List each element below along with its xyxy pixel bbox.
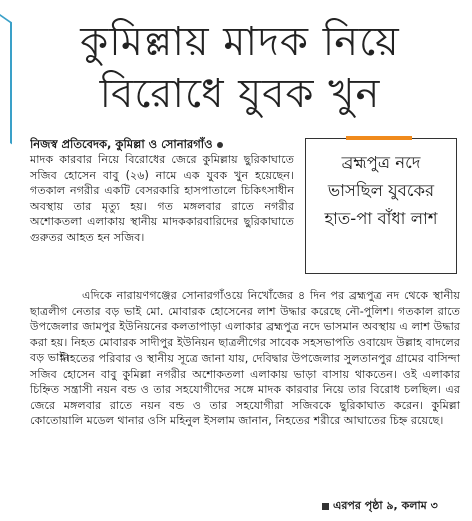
paragraph-2: এদিকে নারায়ণগঞ্জের সোনারগাঁওয়ে নিখোঁজের ৪ দিন পর ব্রহ্মপুত্র নদ থেকে স্থানীয় ছাত্রলীগ নেতার বড় ভাই মো. মোবারক হোসেনের লাশ উদ্ধার করেছে নৌ-পুলিশ। গতকাল রাতে উপজেলার জামপুর ইউনিয়নের কলতাপাড়া এলাকার ব্রহ্মপুত্র নদে ভাসমান অবস্থায় এ লাশ উদ্ধার করা হয়। নিহত মোবারক সাদীপুর ইউনিয়ন ছাত্রলীগের সাবেক সহসভাপতি ওবায়েদ উল্লাহ বাদলের বড় ভাই। <box>30 289 460 365</box>
continued-on-page-text: এরপর পৃষ্ঠা ৯, কলাম ৩ <box>333 499 438 512</box>
byline-text: নিজস্ব প্রতিবেদক, কুমিল্লা ও সোনারগাঁও <box>30 137 213 151</box>
pull-quote-text: ব্রহ্মপুত্র নদে ভাসছিল যুবকের হাত-পা বাঁধা লাশ <box>324 153 438 228</box>
top-clipped-text-strip <box>0 0 472 8</box>
bullet-dot-icon <box>217 142 223 148</box>
headline <box>30 16 450 120</box>
decorative-corner-rule <box>0 14 12 144</box>
paragraph-1: মাদক কারবার নিয়ে বিরোধের জেরে কুমিল্লায় ছুরিকাঘাতে সজিব হোসেন বাবু (২৬) নামে এক যুবক খুন হয়েছেন। গতকাল নগরীর একটি বেসরকারি হাসপাতালে চিকিৎসাধীন অবস্থায় তার মৃত্যু হয়। গত মঙ্গলবার রাতে নগরীর অশোকতলা এলাকায় স্থানীয় মাদককারবারিদের ছুরিকাঘাতে গুরুতর আহত হন সজিব। <box>30 153 294 244</box>
continued-on-page <box>322 497 462 516</box>
square-bullet-icon <box>322 503 329 510</box>
pull-quote-box <box>305 138 457 274</box>
paragraph-3: নিহতের পরিবার ও স্থানীয় সূত্রে জানা যায়, দেবিদ্বার উপজেলার সুলতানপুর গ্রামের বাসিন্দা সজিব হোসেন বাবু কুমিল্লা নগরীর অশোকতলা এলাকায় ভাড়া বাসায় থাকতেন। ওই এলাকার চিহ্নিত সন্ত্রাসী নয়ন বন্ড ও তার সহযোগীদের সঙ্গে মাদক কারবার নিয়ে তার বিরোধ চলছিল। এর জেরে মঙ্গলবার রাতে নয়ন বন্ড ও তার সহযোগীরা সজিবকে ছুরিকাঘাত করেন। কুমিল্লা কোতোয়ালি মডেল থানার ওসি মহিনুল ইসলাম জানান, নিহতের শরীরে আঘাতের চিহ্ন রয়েছে। <box>30 352 460 428</box>
headline-line-2: বিরোধে যুবক খুন <box>99 71 381 117</box>
pull-quote-accent-bar <box>346 136 412 140</box>
headline-line-1: কুমিল্লায় মাদক নিয়ে <box>80 19 400 65</box>
